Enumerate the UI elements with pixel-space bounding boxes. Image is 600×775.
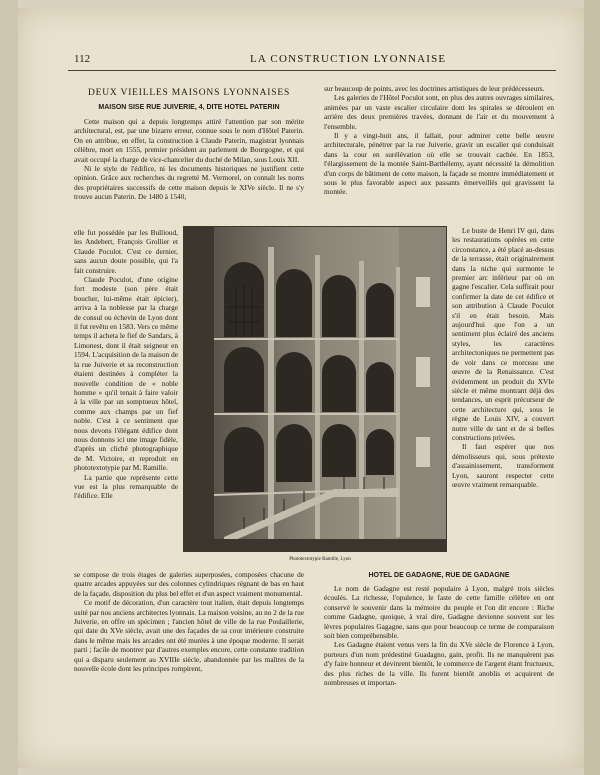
left-column-top	[74, 117, 304, 226]
section2-title: HOTEL DE GADAGNE, RUE DE GADAGNE	[368, 572, 510, 579]
paragraph: Ni le style de l'édifice, ni les documents historiques ne justifient cette opinion. Grâce aux recherches du regretté M. Vermorel, on connaît les noms des propriétaires successifs de cette maison depuis le XIVe siècle. Il ne s'y trouve aucun Paterin. De 1480 à 1540,	[74, 164, 304, 202]
paragraph: Il y a vingt-huit ans, il fallait, pour admirer cette belle œuvre architecturale, pénétrer par la rue Juiverie, gravir un escalier qui conduisait dans la cour en surélévation où elle se trouvait cachée. En 1853, l'élargissement de la montée Saint-Barthélemy, ayant nécessité la démolition d'un corps de bâtiment de cette maison, la façade se montre immédiatement et sous le plus favorable aspect aux passants émerveillés qui gravissent la montée.	[324, 131, 554, 197]
paragraph: Ce motif de décoration, d'un caractère tout italien, était depuis longtemps usité par nos anciens architectes lyonnais. La maison voisine, au no 2 de la rue Juiverie, en offre un spécimen ; l'ancien hôtel de ville de la rue Poulaillerie, qui date du XVe siècle, avait une des façades de sa cour intérieure construite dans le même mais les arcades ont été murées à une époque moderne. Il serait parti ; facile de montrer par d'autres exemples encore, cette constante tradition qui a disparu seulement au XVIIIe siècle, abandonnée par les maîtres de la nouvelle école dont les principes rompirent,	[74, 598, 304, 674]
paragraph: La partie que représente cette vue est la plus remarquable de l'édifice. Elle	[74, 472, 178, 501]
page-stack-edge	[584, 0, 600, 775]
left-column-narrow	[74, 228, 178, 568]
running-head: LA CONSTRUCTION LYONNAISE	[250, 53, 447, 65]
right-column-narrow	[452, 226, 554, 566]
paragraph: Les Gadagne étaient venus vers la fin du XVe siècle de Florence à Lyon, porteurs d'un nom prédestiné Guadagno, gain, profit. Ils ne manquèrent pas d'y faire honneur et devinrent bientôt, le commerce de l'argent étant fructueux, des plus riches de la ville. Ils furent bientôt anoblis et acquirent de nombreuses et importan-	[324, 640, 554, 688]
paragraph: Le buste de Henri IV qui, dans les restaurations opérées en cette circonstance, a été placé au-dessus de la terrasse, était originairement dans la niche qui surmonte le premier arc inférieur par où on gagne l'escalier. Cela suffirait pour confirmer la date de cet édifice et son attribution à Claude Poculot s'il en était besoin. Mais aujourd'hui que l'on a un sentiment plus éclairé des anciens styles, les caractères architectoniques ne permettent pas de voir dans ce morceau une œuvre de la Renaissance. C'est évidemment un produit du XVIe siècle et même montrant déjà des tendances, un esprit précurseur de cette architecture qui, sous le règne de Louis XIV, a couvert notre ville de tant et de si belles constructions privées.	[452, 226, 554, 442]
courtyard-photograph	[183, 226, 447, 552]
left-column-bottom	[74, 570, 304, 745]
right-column-bottom	[324, 584, 554, 750]
paragraph: Cette maison qui a depuis longtemps attiré l'attention par son mérite architectural, est, par une bizarre erreur, connue sous le nom d'Hôtel Paterin. On en attribue, en effet, la construction à Claude Paterin, magistrat lyonnais célèbre, mort en 1555, premier président au parlement de Bourgogne, et qui avait occupé la charge de vice-chancelier du duché de Milan, sous Louis XII.	[74, 117, 304, 164]
paragraph: elle fut possédée par les Bullioud, les Andebert, François Grollier et Claude Poculot. C'est ce dernier, sans aucun doute possible, qui l'a fait construire.	[74, 228, 178, 275]
article-subtitle: MAISON SISE RUE JUIVERIE, 4, DITE HOTEL PATERIN	[98, 104, 280, 111]
right-column-top	[324, 84, 554, 224]
paragraph: Il faut espérer que nos démolisseurs qui, sous prétexte d'assainissement, transforment Lyon, sauront respecter cette œuvre vraiment remarquable.	[452, 442, 554, 489]
binding-edge	[0, 0, 18, 775]
photo-caption: Phototextotypie Ramille, Lyon	[289, 557, 351, 562]
courtyard-illustration	[184, 227, 446, 551]
header-rule	[68, 70, 556, 71]
article-title: DEUX VIEILLES MAISONS LYONNAISES	[87, 88, 291, 98]
paragraph: Les galeries de l'Hôtel Poculot sont, en plus des autres ouvrages similaires, animées par un vaste escalier circulaire dont les spirales se déroulent en arrière des deux premières travées, donnant de l'air et du mouvement à l'ensemble.	[324, 93, 554, 131]
paragraph: se compose de trois étages de galeries superposées, composées chacune de quatre arcades appuyées sur des colonnes cylindriques régnant de bas en haut de la façade, disposition du plus bel effet et d'un aspect vraiment monumental.	[74, 570, 304, 598]
paragraph: sur beaucoup de points, avec les doctrines artistiques de leur prédécesseurs.	[324, 84, 545, 93]
page-number: 112	[74, 53, 91, 65]
paragraph: Le nom de Gadagne est resté populaire à Lyon, malgré trois siècles écoulés. La richesse, l'opulence, le faste de cette famille célèbre en ont conservé le souvenir dans la mémoire du peuple et l'on dit encore : Riche comme Gadagne, quoique, à vrai dire, Gadagne devienne souvent sur les lèvres populaires Gagagne, sans que pour beaucoup ce terme de comparaison soit bien compréhensible.	[324, 584, 554, 641]
paragraph: Claude Poculot, d'une origine fort modeste (son père était boucher, lui-même était épicier), arriva à la noblesse par la charge de consul ou échevin de Lyon dont il fut revêtu en 1583. Vers ce même temps il acheta le fief de Sandars, à Limonest, dont il était seigneur en 1594. L'acquisition de la maison de la rue Juiverie et sa reconstruction étaient destinées à compléter la nouvelle condition de « noble homme » qu'il tenait à faire valoir à la ville par un somptueux hôtel, comme aux champs par un fief noble. C'est à ce sentiment que nous devons l'élégant édifice dont nous donnons ici une image fidèle, d'après un cliché photographique de M. Victoire, et reproduit en phototextotypie par M. Ramille.	[74, 275, 178, 473]
